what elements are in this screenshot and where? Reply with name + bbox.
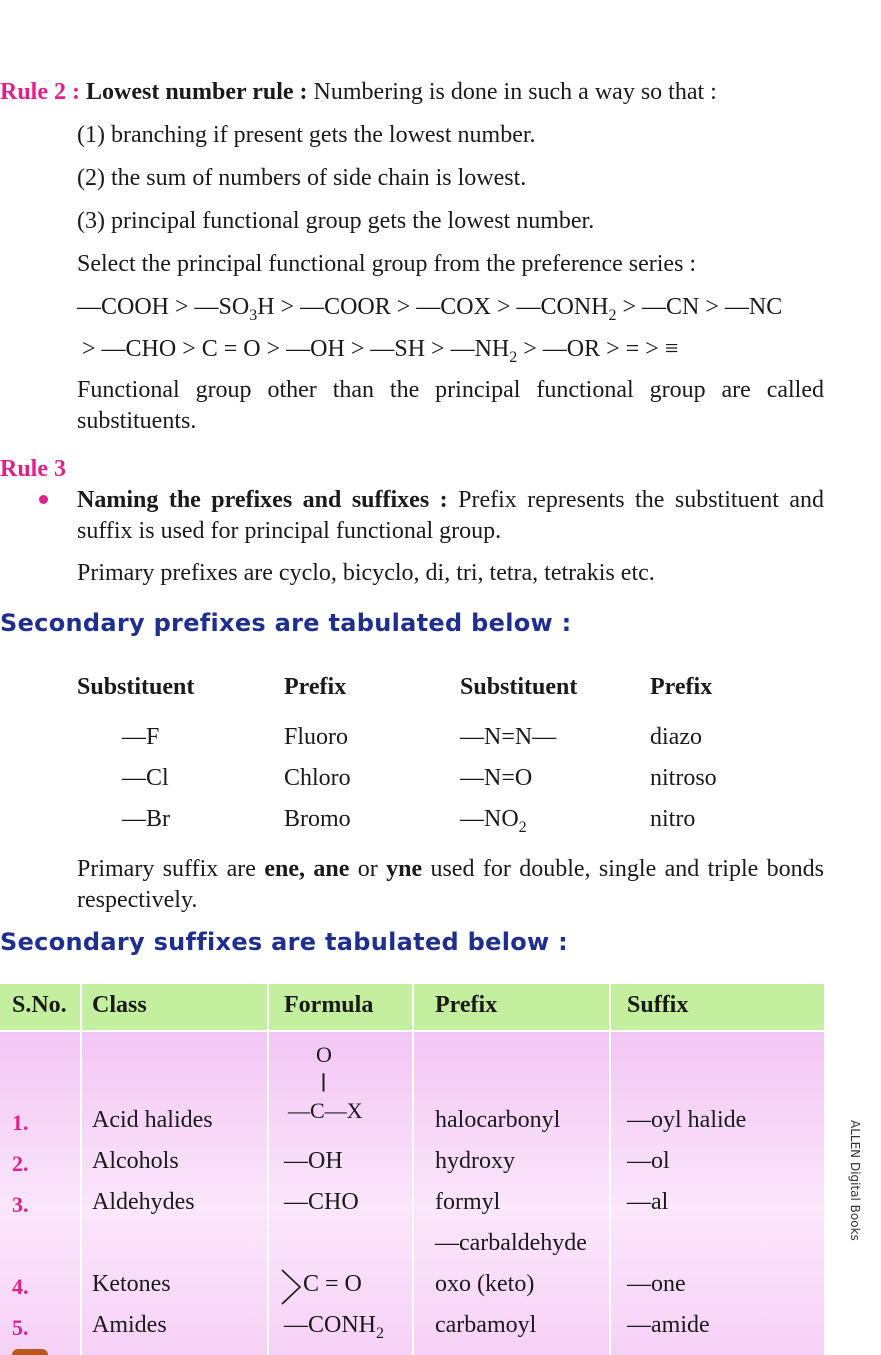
prefix-row-1-substituent-2: —N=N— <box>460 724 557 750</box>
suffix-row-4-sno: 4. <box>12 1274 29 1299</box>
col-divider <box>412 984 414 1355</box>
suffix-row-4-suffix: —one <box>627 1271 686 1297</box>
ps-b1: ene, ane <box>264 856 350 882</box>
suffix-row-5-formula <box>284 1312 385 1342</box>
prefix-row-2-prefix-2: nitroso <box>650 765 717 791</box>
suffix-row-3-suffix: —al <box>627 1189 669 1215</box>
series1-a: —COOH > —SO <box>77 294 250 320</box>
suffix-row-2-prefix: hydroxy <box>435 1148 515 1174</box>
rule2-label: Rule 2 : <box>0 79 80 105</box>
prefix-header-substituent-2: Substituent <box>460 674 578 700</box>
prefix-row-2-substituent: —Cl <box>122 765 169 791</box>
prefix-row-3-substituent: —Br <box>122 806 170 832</box>
col-divider <box>609 984 611 1355</box>
rule2-point-2: (2) the sum of numbers of side chain is lowest. <box>77 165 527 191</box>
suffix-header-suffix: Suffix <box>627 992 689 1018</box>
suffix-row-5-prefix: carbamoyl <box>435 1312 537 1338</box>
suffix-header-prefix: Prefix <box>435 992 498 1018</box>
suffix-row-4-class: Ketones <box>92 1271 171 1297</box>
prefix-row-3-substituent-2 <box>460 804 527 834</box>
suffix-row-2-sno: 2. <box>12 1151 29 1176</box>
series2-a-sub: 2 <box>509 349 518 366</box>
suffix-header-sno: S.No. <box>12 992 67 1018</box>
suffix-header-formula: Formula <box>284 992 374 1018</box>
suffix-row-5-suffix: —amide <box>627 1312 710 1338</box>
rule3-bullet-title: Naming the prefixes and suffixes : <box>77 487 448 513</box>
ps-b2: yne <box>386 856 423 882</box>
prefix-header-prefix-2: Prefix <box>650 674 713 700</box>
col-divider <box>267 984 269 1355</box>
prefix-row-2-prefix: Chloro <box>284 765 351 791</box>
side-margin-text: ALLEN Digital Books <box>848 1120 862 1241</box>
rule3-bullet-text: Prefix represents the substituent and suffix is used for principal functional group. <box>77 487 824 544</box>
primary-suffix-note <box>77 854 824 916</box>
preference-series-intro: Select the principal functional group from the preference series : <box>77 251 697 277</box>
ketone-bond-icon <box>280 1268 302 1306</box>
suffix-row-2-suffix: —ol <box>627 1148 670 1174</box>
series1-b-sub: 2 <box>608 307 617 324</box>
suffix-row-5-sno: 5. <box>12 1315 29 1340</box>
suffix-row-1-sno: 1. <box>12 1110 29 1135</box>
rule2-title: Lowest number rule : <box>86 79 308 105</box>
series2-a: > —CHO > C = O > —OH > —SH > —NH <box>82 336 510 362</box>
prefix-row-1-substituent: —F <box>122 724 160 750</box>
ps-t2: or <box>349 856 387 882</box>
series1-b: H > —COOR > —COX > —CONH <box>257 294 609 320</box>
acyl-formula-main: —C—X <box>288 1098 363 1123</box>
suffix-row-3-class: Aldehydes <box>92 1189 195 1215</box>
acyl-formula-double-bond: || <box>321 1070 324 1092</box>
no2-sub: 2 <box>518 819 527 836</box>
suffix-row-4-prefix: oxo (keto) <box>435 1271 535 1297</box>
suffix-row-3-prefix: formyl <box>435 1189 501 1215</box>
series1-a-sub: 3 <box>249 307 258 324</box>
prefix-row-3-prefix: Bromo <box>284 806 351 832</box>
prefix-header-substituent-1: Substituent <box>77 674 195 700</box>
ps-t1: Primary suffix are <box>77 856 265 882</box>
rule3-label: Rule 3 <box>0 456 66 482</box>
conh-text: —CONH <box>284 1312 377 1338</box>
rule2-point-3: (3) principal functional group gets the lowest number. <box>77 208 595 234</box>
suffix-header-class: Class <box>92 992 147 1018</box>
suffix-row-3-sno: 3. <box>12 1192 29 1217</box>
suffix-row-1-suffix: —oyl halide <box>627 1107 747 1133</box>
col-divider <box>80 984 82 1355</box>
ps-t3: used for double, single and triple bonds respectively. <box>77 856 824 913</box>
secondary-prefixes-heading: Secondary prefixes are tabulated below : <box>0 609 572 637</box>
suffix-row-1-class: Acid halides <box>92 1107 213 1133</box>
prefix-row-2-substituent-2: —N=O <box>460 765 533 791</box>
side-margin-label <box>844 1120 866 1295</box>
suffix-row-2-formula: —OH <box>284 1148 343 1174</box>
secondary-suffixes-heading: Secondary suffixes are tabulated below : <box>0 928 569 956</box>
series2-b: > —OR > = > ≡ <box>517 336 679 362</box>
acyl-formula-oxygen: O <box>316 1042 332 1067</box>
series1-c: > —CN > —NC <box>616 294 783 320</box>
suffix-row-1-prefix: halocarbonyl <box>435 1107 561 1133</box>
prefix-row-1-prefix: Fluoro <box>284 724 349 750</box>
primary-prefixes: Primary prefixes are cyclo, bicyclo, di, tri, tetra, tetrakis etc. <box>77 560 655 586</box>
substituent-note: Functional group other than the principal functional group are called substituents. <box>77 377 824 434</box>
series1-part <box>77 292 782 322</box>
page-corner-decoration <box>12 1349 48 1355</box>
prefix-row-3-prefix-2: nitro <box>650 806 696 832</box>
preference-series-line-1 <box>77 292 824 322</box>
suffix-row-3-formula: —CHO <box>284 1189 359 1215</box>
prefix-header-prefix-1: Prefix <box>284 674 347 700</box>
suffix-row-2-class: Alcohols <box>92 1148 179 1174</box>
preference-series-line-2 <box>82 334 678 364</box>
prefix-row-1-prefix-2: diazo <box>650 724 702 750</box>
rule2-point-1: (1) branching if present gets the lowest number. <box>77 122 536 148</box>
rule3-bullet <box>77 485 824 547</box>
suffix-row-3-prefix-alt: —carbaldehyde <box>435 1230 587 1256</box>
suffix-table <box>0 984 824 1355</box>
rule2-line <box>0 77 717 107</box>
rule2-intro: Numbering is done in such a way so that : <box>313 79 717 105</box>
no2-text: —NO <box>460 806 519 832</box>
suffix-row-4-formula: C = O <box>303 1271 362 1297</box>
conh-sub: 2 <box>376 1325 385 1342</box>
bullet-icon <box>39 495 48 504</box>
suffix-row-5-class: Amides <box>92 1312 167 1338</box>
